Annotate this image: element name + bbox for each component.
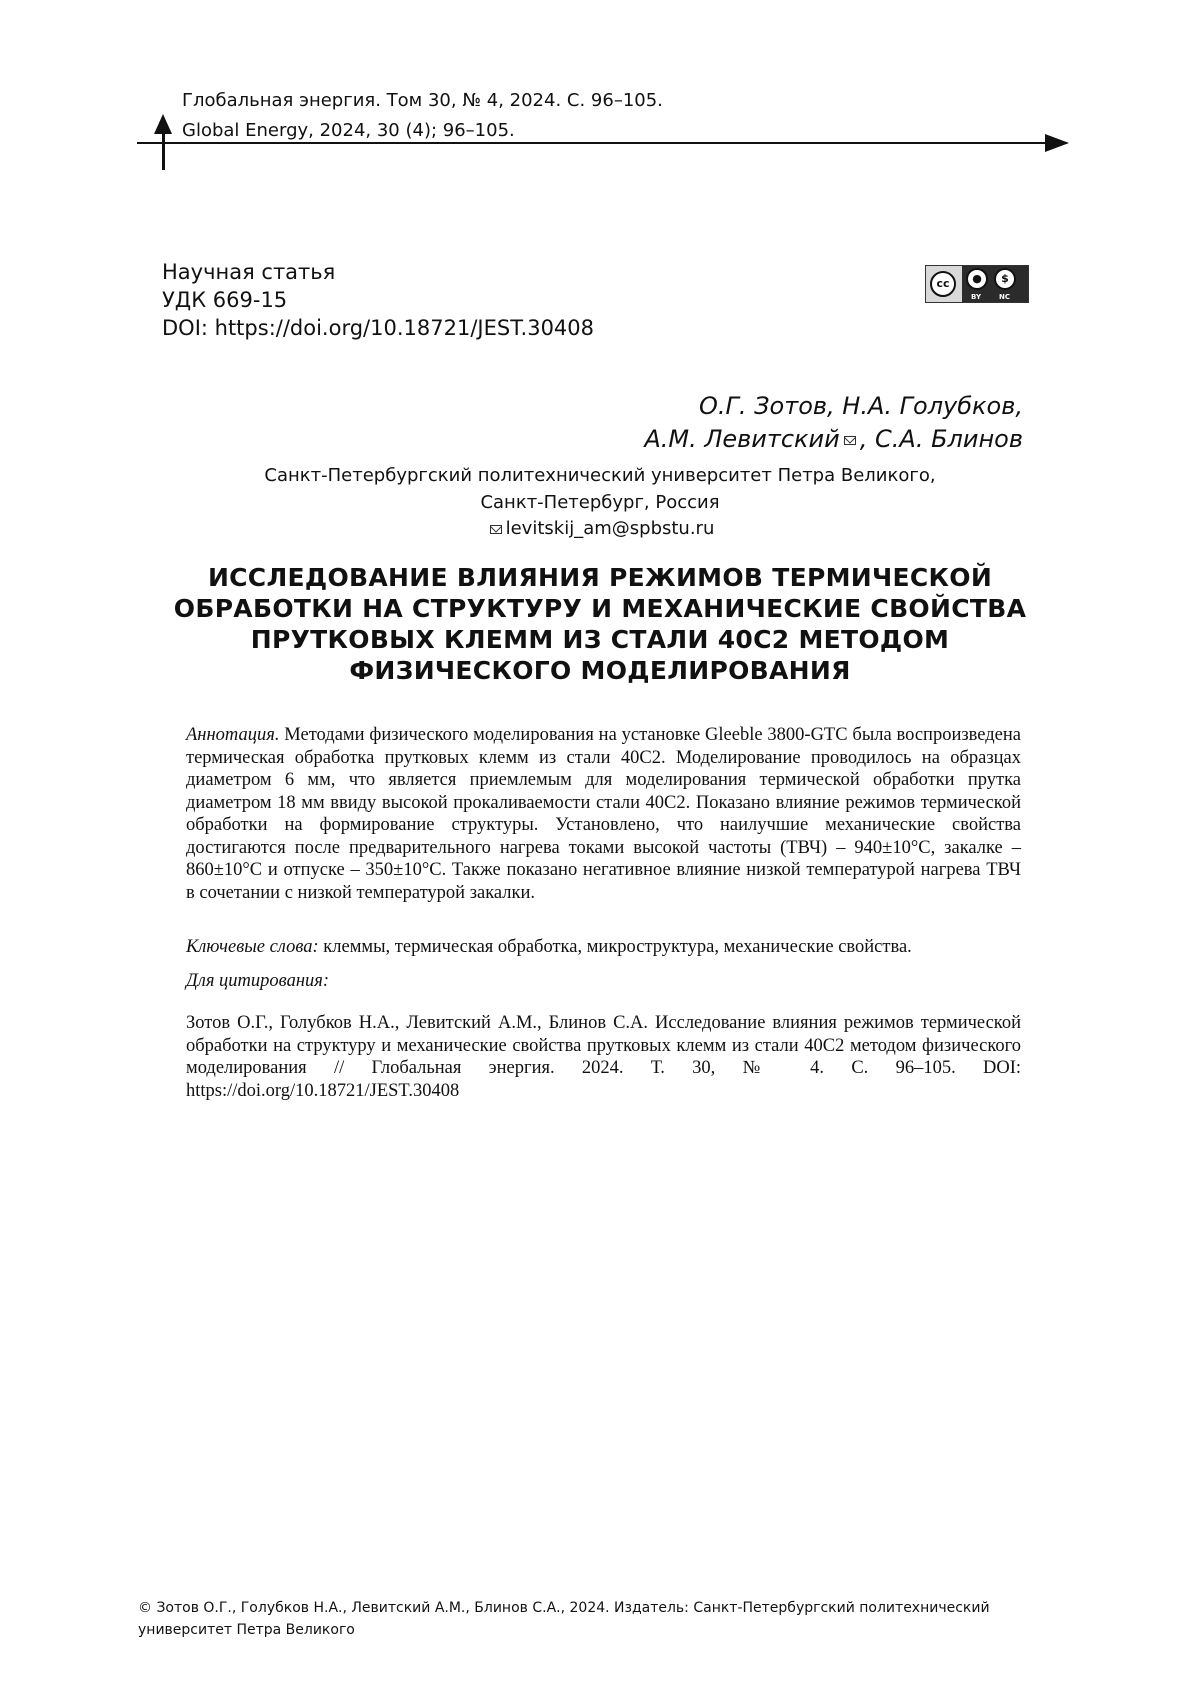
nc-label: NC: [999, 293, 1010, 301]
doi-link[interactable]: DOI: https://doi.org/10.18721/JEST.30408: [162, 316, 595, 340]
axis-horizontal-line: [137, 142, 1067, 144]
by-label: BY: [971, 293, 982, 301]
keywords: [186, 936, 1021, 959]
affiliation: [0, 462, 1200, 516]
citation-label: Для цитирования:: [186, 971, 330, 991]
cc-logo-icon: cc: [930, 271, 956, 297]
author-corresponding: А.М. Левитский: [644, 425, 840, 453]
affiliation-line-2: Санкт-Петербург, Россия: [480, 492, 720, 513]
envelope-icon: [490, 525, 502, 534]
copyright-footer: © Зотов О.Г., Голубков Н.А., Левитский А.М., Блинов С.А., 2024. Издатель: Санкт-Петербургский политехнический университет Петра Великого: [138, 1600, 990, 1638]
abstract-text: Методами физического моделирования на установке Gleeble 3800-GTC была воспроизведена термическая обработка прутковых клемм из стали 40С2. Моделирование проводилось на образцах диаметром 6 мм, что является приемлемым для моделирования термической обработки прутка диаметром 18 мм ввиду высокой прокаливаемости стали 40С2. Показано влияние режимов термической обработки на формирование структуры. Установлено, что наилучшие механические свойства достигаются после предварительного нагрева токами высокой частоты (ТВЧ) – 940±10°С, закалке – 860±10°С и отпуске – 350±10°С. Также показано негативное влияние низкой температурой нагрева ТВЧ в сочетании с низкой температурой закалки.: [186, 725, 1021, 903]
keywords-text: клеммы, термическая обработка, микроструктура, механические свойства.: [318, 937, 912, 957]
by-person-icon: ●: [966, 268, 988, 290]
authors-block: [644, 390, 1023, 456]
article-title: [150, 562, 1050, 686]
authors-line-1: О.Г. Зотов, Н.А. Голубков,: [699, 392, 1023, 420]
nc-dollar-icon: $: [994, 268, 1016, 290]
cc-by-nc-icon[interactable]: [925, 265, 1029, 303]
title-line-4: ФИЗИЧЕСКОГО МОДЕЛИРОВАНИЯ: [349, 656, 851, 685]
affiliation-line-1: Санкт-Петербургский политехнический университет Петра Великого,: [264, 465, 936, 486]
article-type: Научная статья: [162, 260, 336, 284]
abstract: [186, 724, 1021, 904]
keywords-label: Ключевые слова:: [186, 937, 319, 957]
title-line-1: ИССЛЕДОВАНИЕ ВЛИЯНИЯ РЕЖИМОВ ТЕРМИЧЕСКОЙ: [207, 563, 993, 592]
udc-code: УДК 669-15: [162, 288, 288, 312]
abstract-label: Аннотация.: [186, 725, 280, 745]
citation-text: Зотов О.Г., Голубков Н.А., Левитский А.М., Блинов С.А. Исследование влияния режимов термической обработки на структуру и механические свойства прутковых клемм из стали 40С2 методом физического моделирования // Глобальная энергия. 2024. Т. 30, № 4. С. 96–105. DOI: https://doi.org/10.18721/JEST.30408: [186, 1013, 1021, 1101]
author-last: , С.А. Блинов: [859, 425, 1023, 453]
corresponding-email: [0, 516, 1200, 542]
title-line-3: ПРУТКОВЫХ КЛЕММ ИЗ СТАЛИ 40С2 МЕТОДОМ: [250, 625, 950, 654]
journal-line-ru: Глобальная энергия. Том 30, № 4, 2024. С. 96–105.: [182, 90, 663, 111]
journal-header: [182, 86, 663, 146]
journal-line-en: Global Energy, 2024, 30 (4); 96–105.: [182, 120, 515, 141]
authors-line-2: [644, 423, 1023, 456]
article-meta: [162, 258, 594, 342]
envelope-icon: [844, 436, 856, 445]
axis-arrow-right-icon: [1045, 134, 1069, 152]
axis-vertical-line: [162, 128, 165, 170]
title-line-2: ОБРАБОТКИ НА СТРУКТУРУ И МЕХАНИЧЕСКИЕ СВОЙСТВА: [173, 594, 1027, 623]
email-link[interactable]: levitskij_am@spbstu.ru: [505, 518, 715, 539]
